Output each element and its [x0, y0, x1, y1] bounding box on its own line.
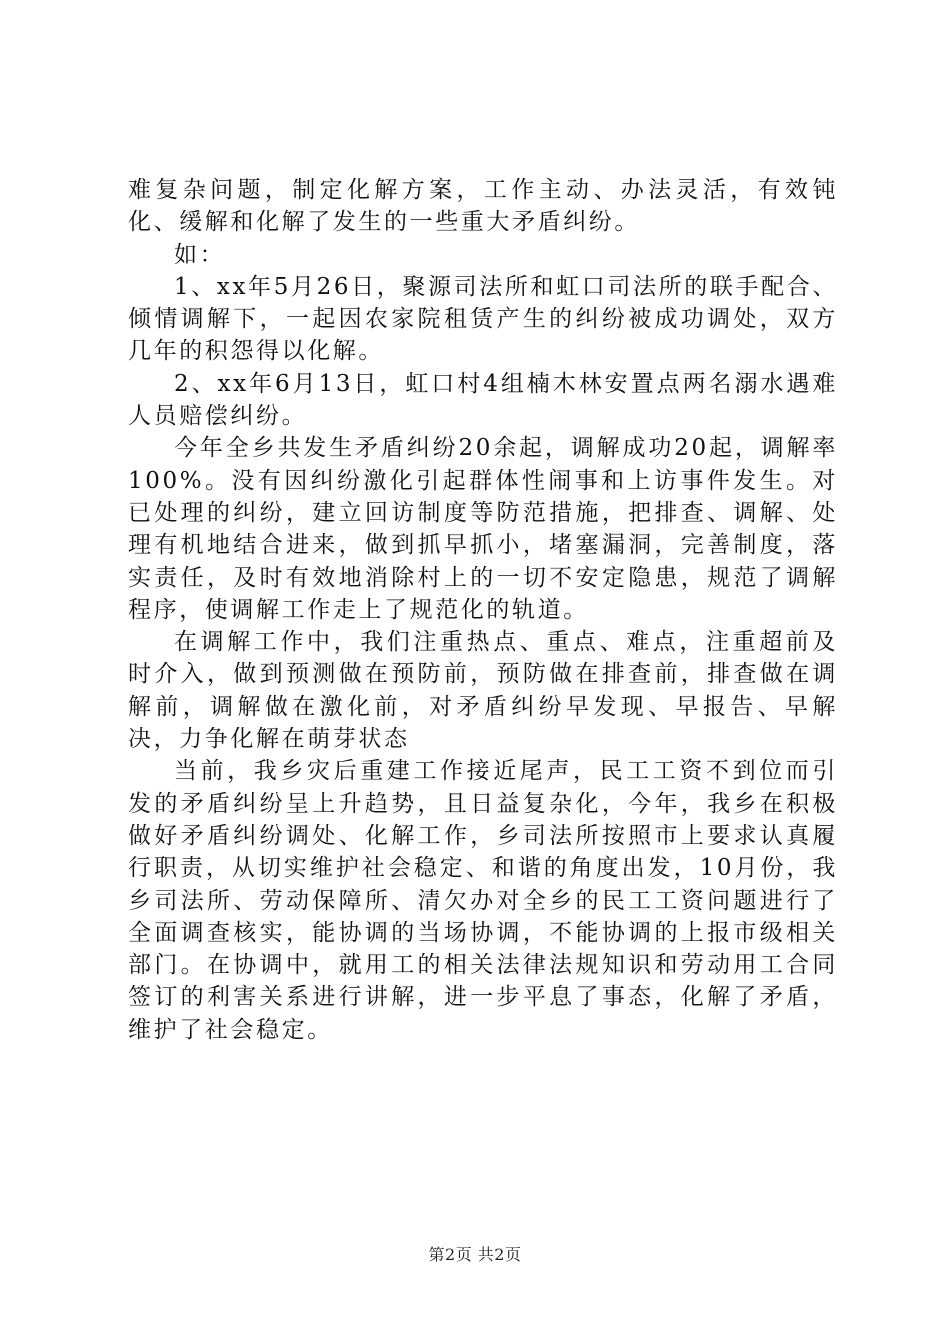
paragraph-mediation-work: 在调解工作中，我们注重热点、重点、难点，注重超前及时介入，做到预测做在预防前，预防做在排查前，排查做在调解前，调解做在激化前，对矛盾纠纷早发现、早报告、早解决，力争化解在萌芽状态 [128, 629, 838, 753]
paragraph-example-intro: 如： [174, 241, 226, 268]
paragraph-continuation: 难复杂问题，制定化解方案，工作主动、办法灵活，有效钝化、缓解和化解了发生的一些重大矛盾纠纷。 [128, 177, 838, 236]
paragraph-example-2: 2、xx年6月13日，虹口村4组楠木林安置点两名溺水遇难人员赔偿纠纷。 [128, 370, 838, 430]
document-body [128, 174, 838, 1046]
paragraph-example-1: 1、xx年5月26日，聚源司法所和虹口司法所的联手配合、倾情调解下，一起因农家院租赁产生的纠纷被成功调处，双方几年的积怨得以化解。 [128, 273, 838, 365]
paragraph-current-situation: 当前，我乡灾后重建工作接近尾声，民工工资不到位而引发的矛盾纠纷呈上升趋势，且日益复杂化，今年，我乡在积极做好矛盾纠纷调处、化解工作，乡司法所按照市上要求认真履行职责，从切实维护社会稳定、和谐的角度出发，10月份，我乡司法所、劳动保障所、清欠办对全乡的民工工资问题进行了全面调查核实，能协调的当场协调，不能协调的上报市级相关部门。在协调中，就用工的相关法律法规知识和劳动用工合同签订的利害关系进行讲解，进一步平息了事态，化解了矛盾，维护了社会稳定。 [128, 758, 838, 1043]
paragraph-statistics: 今年全乡共发生矛盾纠纷20余起，调解成功20起，调解率100%。没有因纠纷激化引起群体性闹事和上访事件发生。对已处理的纠纷，建立回访制度等防范措施，把排查、调解、处理有机地结合进来，做到抓早抓小，堵塞漏洞，完善制度，落实责任，及时有效地消除村上的一切不安定隐患，规范了调解程序，使调解工作走上了规范化的轨道。 [128, 435, 838, 623]
page-number-footer: 第2页 共2页 [428, 1245, 522, 1264]
